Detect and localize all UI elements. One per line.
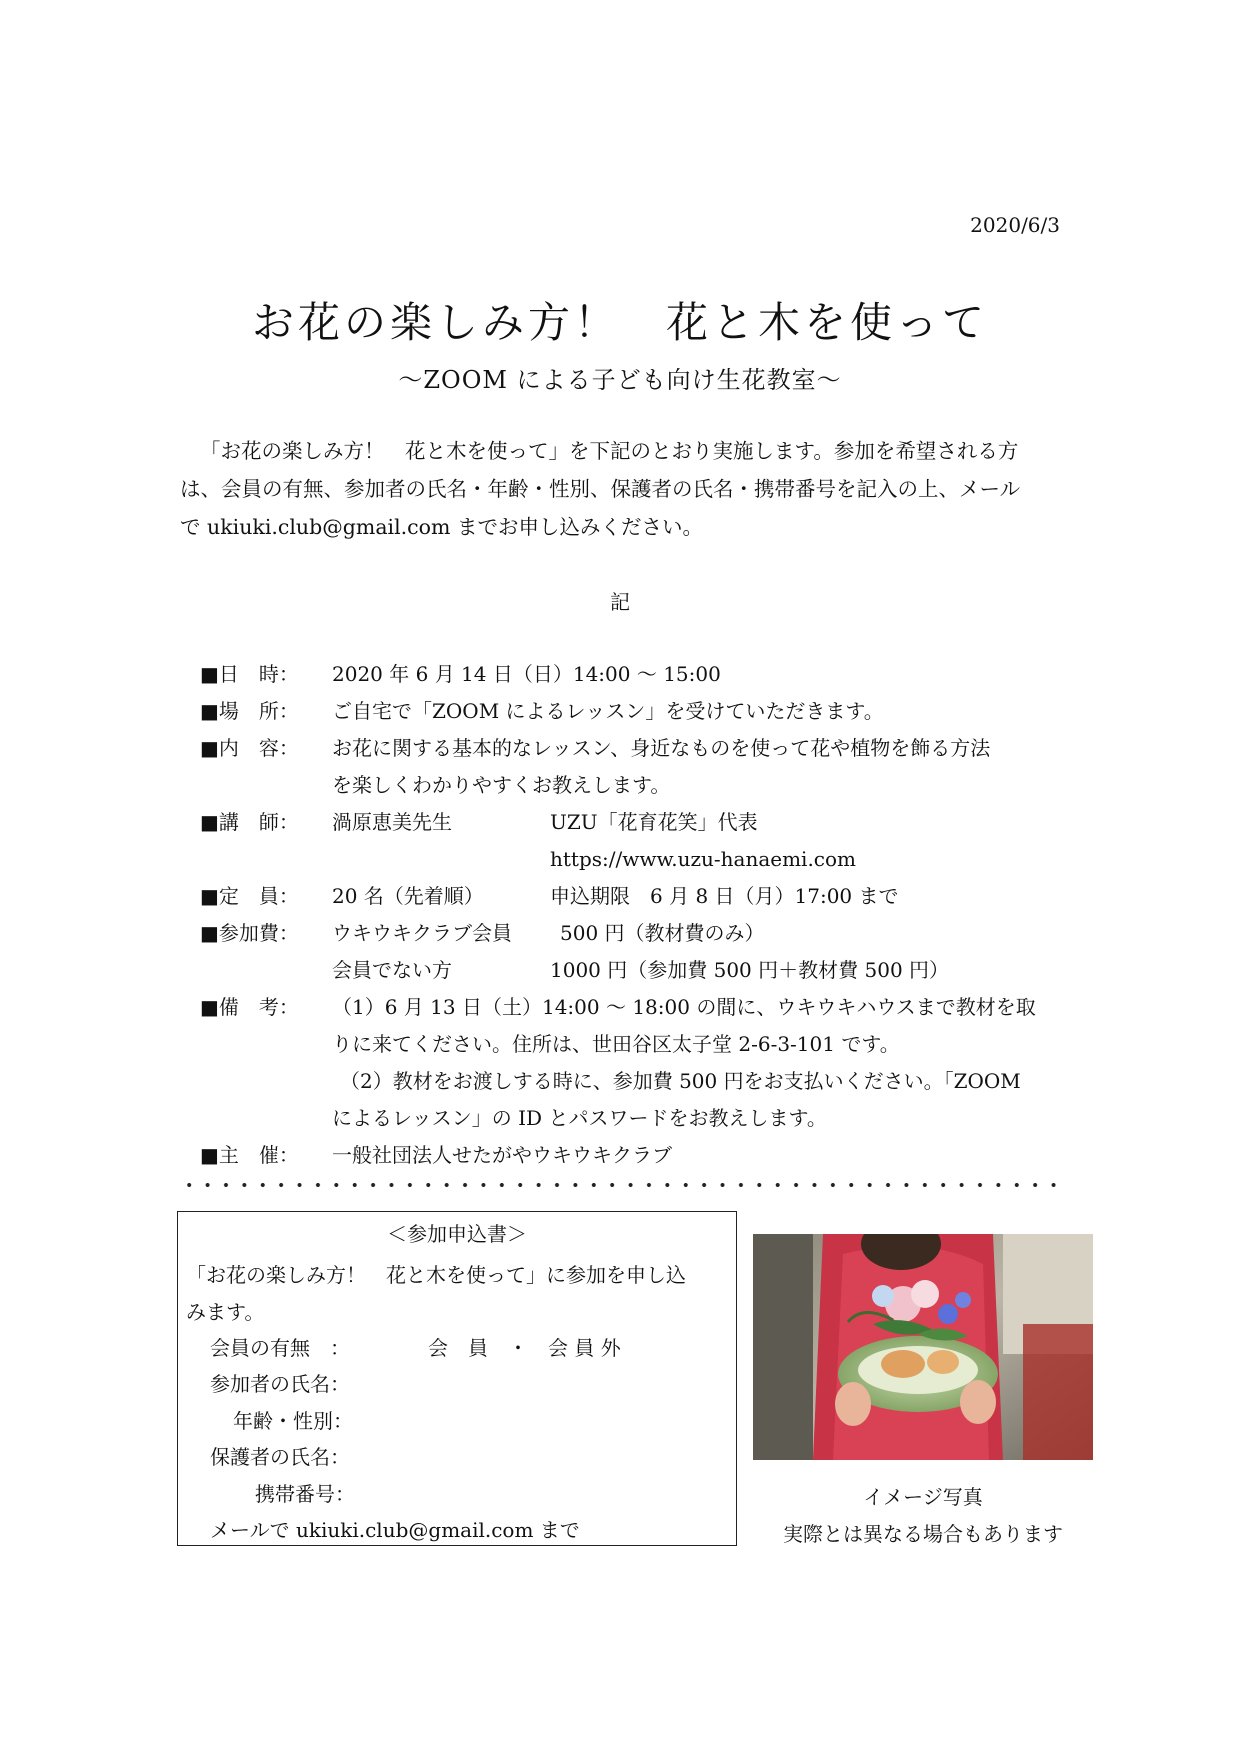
detail-value: りに来てください。住所は、世田谷区太子堂 2-6-3-101 です。: [332, 1032, 900, 1056]
detail-row-organizer: [200, 1137, 1070, 1174]
detail-label: ■日 時：: [200, 662, 299, 686]
form-title: ＜参加申込書＞: [387, 1222, 527, 1246]
fee-member-value: 500 円（教材費のみ）: [560, 921, 765, 945]
detail-row-content: [200, 730, 1070, 767]
detail-row-notes-cont: [200, 1026, 1070, 1063]
detail-value: お花に関する基本的なレッスン、身近なものを使って花や植物を飾る方法: [332, 736, 991, 760]
membership-label: 会員の有無 ：: [210, 1336, 350, 1360]
detail-row-instructor-url: [200, 841, 1070, 878]
intro-line: で ukiuki.club@gmail.com までお申し込みください。: [180, 515, 703, 539]
instructor-org: UZU「花育花笑」代表: [550, 810, 758, 834]
fee-nonmember-value: 1000 円（参加費 500 円＋教材費 500 円）: [550, 958, 950, 982]
image-photo: [753, 1234, 1093, 1460]
membership-options[interactable]: 会 員 ・ 会 員 外: [428, 1336, 621, 1360]
detail-row-fee-nonmember: [200, 952, 1070, 989]
dotted-cut-line: [180, 1178, 1060, 1192]
detail-row-notes-cont: [200, 1063, 1070, 1100]
age-gender-field[interactable]: 年齢・性別：: [233, 1409, 353, 1433]
detail-value: （1）6 月 13 日（土）14:00 〜 18:00 の間に、ウキウキハウスまで教材を取: [332, 995, 1036, 1019]
form-intro-line: みます。: [186, 1300, 265, 1324]
flower-arrangement-photo: [753, 1234, 1093, 1460]
photo-caption-title: イメージ写真: [863, 1485, 983, 1509]
participant-name-field[interactable]: 参加者の氏名：: [210, 1372, 350, 1396]
detail-row-notes: [200, 989, 1070, 1026]
detail-row-fee: [200, 915, 1070, 952]
detail-value: によるレッスン」の ID とパスワードをお教えします。: [332, 1106, 827, 1130]
detail-value: （2）教材をお渡しする時に、参加費 500 円をお支払いください。「ZOOM: [340, 1069, 1021, 1093]
detail-label: ■内 容：: [200, 736, 299, 760]
application-form: [177, 1211, 737, 1546]
detail-label: ■備 考：: [200, 995, 299, 1019]
intro-line: は、会員の有無、参加者の氏名・年齢・性別、保護者の氏名・携帯番号を記入の上、メール: [180, 477, 1021, 501]
guardian-name-field[interactable]: 保護者の氏名：: [210, 1445, 350, 1469]
detail-row-place: [200, 693, 1070, 730]
deadline-value: 申込期限 6 月 8 日（月）17:00 まで: [550, 884, 899, 908]
detail-label: ■場 所：: [200, 699, 299, 723]
detail-row-notes-cont: [200, 1100, 1070, 1137]
event-details: [200, 656, 1070, 1174]
page-subtitle: 〜ZOOM による子ども向け生花教室〜: [398, 366, 842, 394]
document-date: 2020/6/3: [970, 213, 1060, 237]
detail-value: を楽しくわかりやすくお教えします。: [332, 773, 671, 797]
detail-value: 2020 年 6 月 14 日（日）14:00 〜 15:00: [332, 662, 721, 686]
form-intro-line: 「お花の楽しみ方！ 花と木を使って」に参加を申し込: [186, 1263, 686, 1287]
instructor-url-link[interactable]: https://www.uzu-hanaemi.com: [550, 847, 857, 871]
detail-row-capacity: [200, 878, 1070, 915]
detail-value: ご自宅で「ZOOM によるレッスン」を受けていただきます。: [332, 699, 884, 723]
form-email-line: メールで ukiuki.club@gmail.com まで: [210, 1518, 580, 1542]
detail-label: ■講 師：: [200, 810, 299, 834]
intro-paragraph: [180, 432, 1060, 546]
detail-label: ■定 員：: [200, 884, 299, 908]
ki-marker: 記: [610, 590, 630, 614]
detail-label: ■参加費：: [200, 921, 299, 945]
photo-caption-note: 実際とは異なる場合もあります: [783, 1522, 1063, 1546]
page-title: お花の楽しみ方！ 花と木を使って: [251, 298, 988, 347]
fee-member-label: ウキウキクラブ会員: [332, 921, 512, 945]
fee-nonmember-label: 会員でない方: [332, 958, 452, 982]
detail-row-content-cont: [200, 767, 1070, 804]
instructor-name: 渦原恵美先生: [332, 810, 452, 834]
capacity-value: 20 名（先着順）: [332, 884, 484, 908]
phone-field[interactable]: 携帯番号：: [255, 1482, 355, 1506]
detail-value: 一般社団法人せたがやウキウキクラブ: [332, 1143, 672, 1167]
detail-label: ■主 催：: [200, 1143, 299, 1167]
intro-line: 「お花の楽しみ方！ 花と木を使って」を下記のとおり実施します。参加を希望される方: [200, 439, 1019, 463]
detail-row-datetime: [200, 656, 1070, 693]
detail-row-instructor: [200, 804, 1070, 841]
